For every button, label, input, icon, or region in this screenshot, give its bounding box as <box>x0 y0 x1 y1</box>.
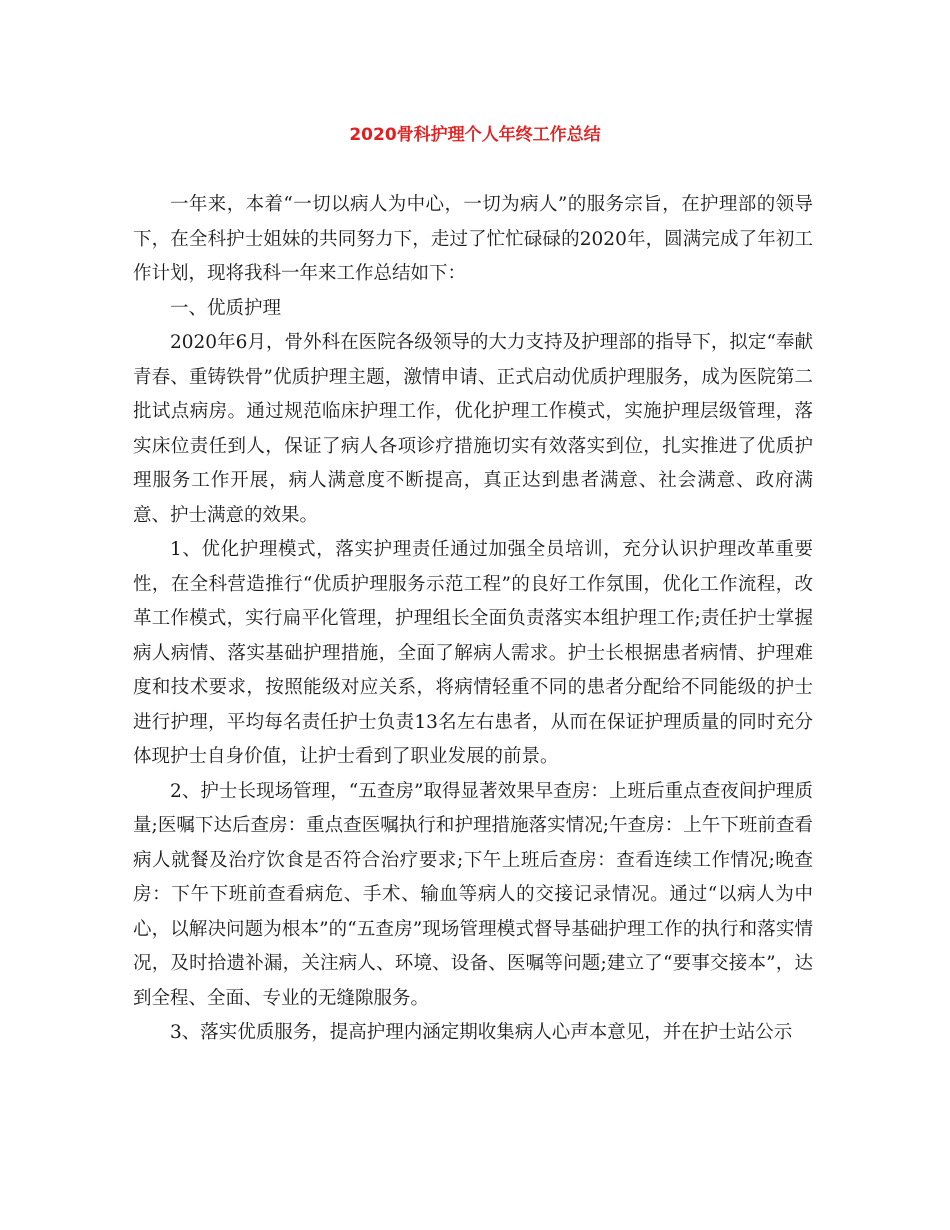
paragraph-intro: 一年来，本着“一切以病人为中心，一切为病人”的服务宗旨，在护理部的领导下，在全科护士姐妹的共同努力下，走过了忙忙碌碌的2020年，圆满完成了年初工作计划，现将我科一年来工作总结如下： <box>133 194 813 284</box>
paragraph-item-2: 2、护士长现场管理，“五查房”取得显著效果早查房：上班后重点查夜间护理质量;医嘱下达后查房：重点查医嘱执行和护理措施落实情况;午查房：上午下班前查看病人就餐及治疗饮食是否符合治疗要求;下午上班后查房：查看连续工作情况;晚查房：下午下班前查看病危、手术、输血等病人的交接记录情况。通过“以病人为中心，以解决问题为根本”的“五查房”现场管理模式督导基础护理工作的执行和落实情况，及时拾遗补漏，关注病人、环境、设备、医嘱等问题;建立了“要事交接本”，达到全程、全面、专业的无缝隙服务。 <box>133 780 813 1009</box>
paragraph-item-3: 3、落实优质服务，提高护理内涵定期收集病人心声本意见，并在护士站公示 <box>170 1022 793 1043</box>
document-body <box>133 188 813 1051</box>
section-heading-quality-nursing: 一、优质护理 <box>170 297 282 319</box>
paragraph-item-1: 1、优化护理模式，落实护理责任通过加强全员培训，充分认识护理改革重要性，在全科营造推行“优质护理服务示范工程”的良好工作氛围，优化工作流程，改革工作模式，实行扁平化管理，护理组长全面负责落实本组护理工作;责任护士掌握病人病情、落实基础护理措施，全面了解病人需求。护士长根据患者病情、护理难度和技术要求，按照能级对应关系，将病情轻重不同的患者分配给不同能级的护士进行护理，平均每名责任护士负责13名左右患者，从而在保证护理质量的同时充分体现护士自身价值，让护士看到了职业发展的前景。 <box>133 539 813 767</box>
document-title: 2020骨科护理个人年终工作总结 <box>349 125 601 145</box>
paragraph-quality-nursing: 2020年6月，骨外科在医院各级领导的大力支持及护理部的指导下，拟定“奉献青春、重铸铁骨”优质护理主题，激情申请、正式启动优质护理服务，成为医院第二批试点病房。通过规范临床护理工作，优化护理工作模式，实施护理层级管理，落实床位责任到人，保证了病人各项诊疗措施切实有效落实到位，扎实推进了优质护理服务工作开展，病人满意度不断提高，真正达到患者满意、社会满意、政府满意、护士满意的效果。 <box>133 332 813 526</box>
